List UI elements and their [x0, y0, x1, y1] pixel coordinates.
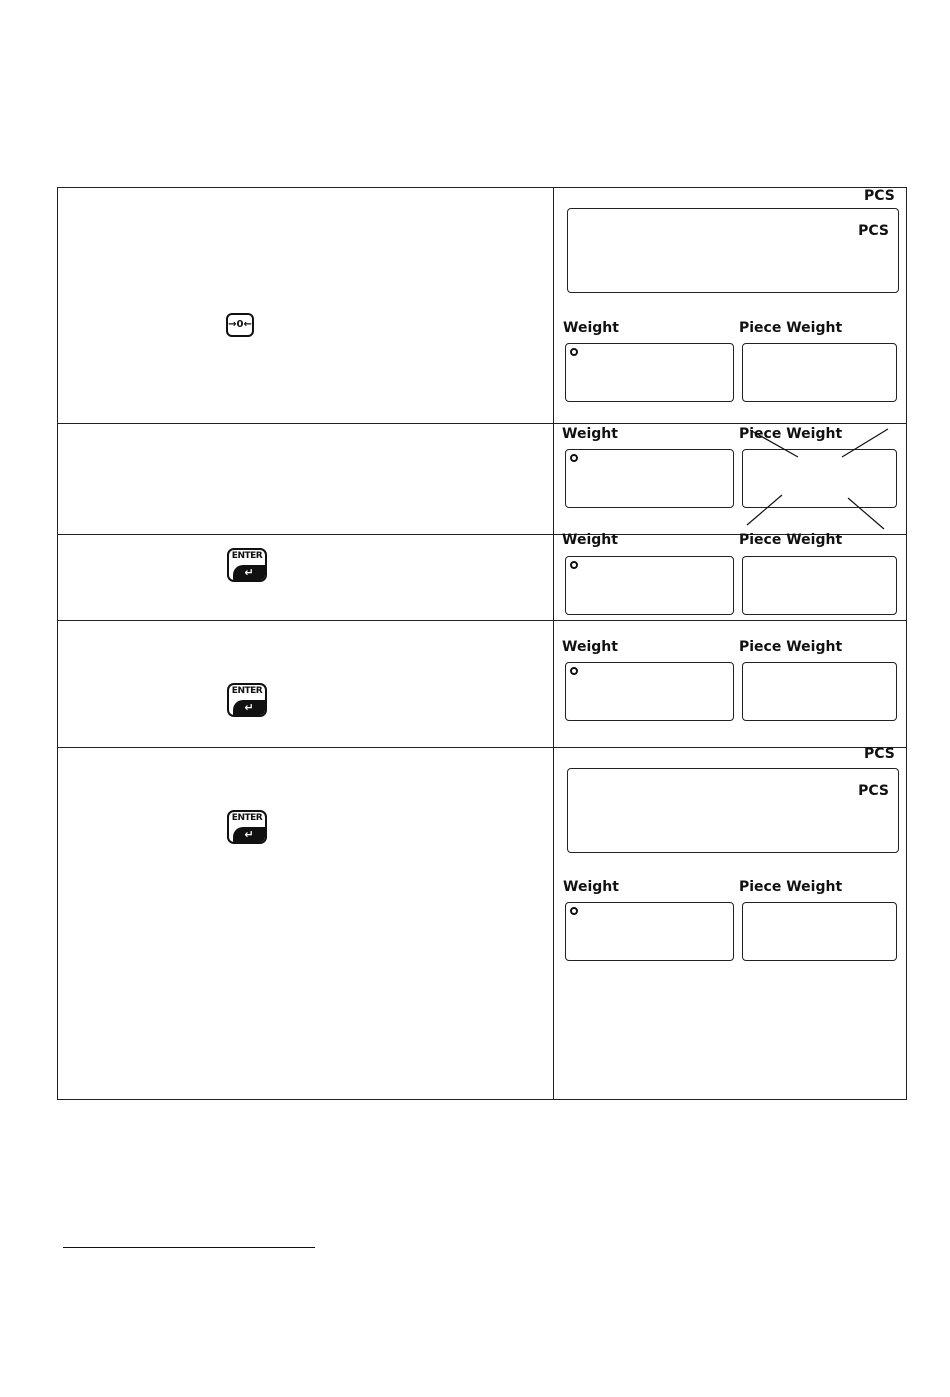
weight-display: [565, 343, 734, 402]
piece-weight-label: Piece Weight: [739, 532, 843, 548]
weight-display: [565, 902, 734, 961]
weight-label: Weight: [563, 879, 619, 895]
piece-weight-display: [742, 556, 897, 615]
enter-key-icon: ENTER ↵: [227, 683, 267, 717]
weight-display: [565, 662, 734, 721]
column-divider: [553, 748, 554, 1099]
table-row-1: [58, 188, 906, 424]
table-row-4: [58, 621, 906, 748]
enter-key-icon: ENTER ↵: [227, 548, 267, 582]
weight-display: [565, 556, 734, 615]
weight-label: Weight: [562, 639, 618, 655]
flashing-rays-icon: [58, 424, 906, 535]
piece-weight-label: Piece Weight: [739, 879, 843, 895]
count-display-unit: PCS: [858, 783, 889, 799]
count-display: [567, 768, 899, 853]
count-display: [567, 208, 899, 293]
weight-label: Weight: [562, 426, 618, 442]
zero-key-icon: →0←: [226, 313, 254, 337]
column-divider: [553, 188, 554, 423]
column-divider: [553, 621, 554, 747]
stability-indicator-icon: [570, 561, 578, 569]
weight-label: Weight: [563, 320, 619, 336]
weight-label: Weight: [562, 532, 618, 548]
procedure-table: [57, 187, 907, 1100]
piece-weight-display: [742, 902, 897, 961]
count-display-unit: PCS: [858, 223, 889, 239]
column-divider: [553, 535, 554, 620]
pcs-label-top: PCS: [864, 746, 895, 762]
footnote-rule: [63, 1247, 315, 1248]
piece-weight-display: [742, 343, 897, 402]
piece-weight-label: Piece Weight: [739, 426, 843, 442]
piece-weight-label: Piece Weight: [739, 639, 843, 655]
stability-indicator-icon: [570, 907, 578, 915]
table-row-5: [58, 748, 906, 1099]
piece-weight-display: [742, 662, 897, 721]
piece-weight-label: Piece Weight: [739, 320, 843, 336]
table-row-3: [58, 532, 906, 621]
pcs-label-top: PCS: [864, 188, 895, 204]
enter-key-icon: ENTER ↵: [227, 810, 267, 844]
table-row-2: [58, 424, 906, 535]
stability-indicator-icon: [570, 667, 578, 675]
stability-indicator-icon: [570, 348, 578, 356]
